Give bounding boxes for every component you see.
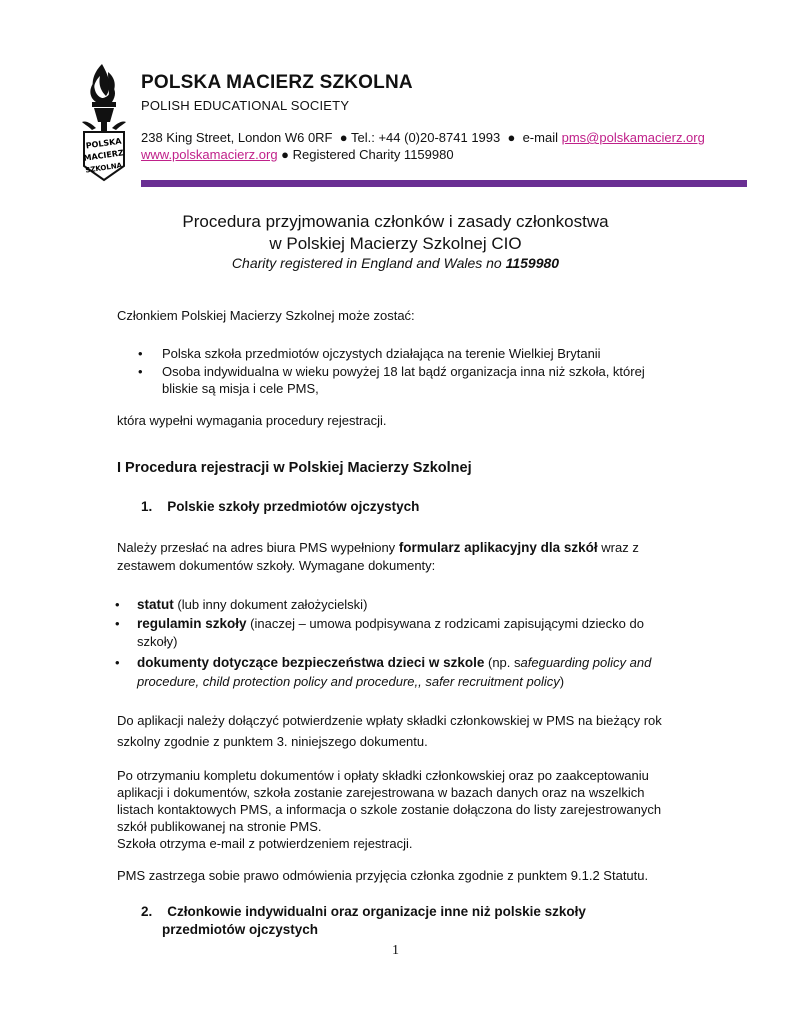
doc-item-continuation: szkoły) <box>137 634 178 649</box>
intro-paragraph: Członkiem Polskiej Macierzy Szkolnej może zostać: <box>117 308 415 323</box>
separator-dot: ● <box>339 130 348 145</box>
list-item <box>138 363 645 380</box>
doc-list-item <box>115 654 652 671</box>
paragraph-1-line-1 <box>117 539 639 556</box>
subsection-title: Polskie szkoły przedmiotów ojczystych <box>167 499 420 514</box>
section-1-heading: I Procedura rejestracji w Polskiej Macierzy Szkolnej <box>117 460 472 476</box>
paragraph-3-line-1: Po otrzymaniu kompletu dokumentów i opłaty składki członkowskiej oraz po zaakceptowaniu <box>117 768 649 783</box>
doc-title-line-2: w Polskiej Macierzy Szkolnej CIO <box>269 234 522 253</box>
doc-item-bold: regulamin szkoły <box>137 616 247 631</box>
separator-dot: ● <box>507 130 516 145</box>
address: 238 King Street, London W6 0RF <box>141 130 333 145</box>
paragraph-3-line-4: szkół publikowanej na stronie PMS. <box>117 819 322 834</box>
logo-text-2: MACIERZ <box>83 148 125 163</box>
doc-item-text: (inaczej – umowa podpisywana z rodzicami zapisującymi dziecko do <box>250 616 644 631</box>
list-item <box>138 345 601 362</box>
email-link[interactable]: pms@polskamacierz.org <box>561 130 705 145</box>
after-list-paragraph: która wypełni wymagania procedury rejestracji. <box>117 413 387 428</box>
doc-item-text: (np. s <box>488 655 521 670</box>
subsection-1-heading <box>141 499 419 514</box>
subsection-2-heading-continuation: przedmiotów ojczystych <box>162 922 319 937</box>
pms-logo <box>78 62 130 184</box>
doc-list-item <box>115 615 644 632</box>
contact-line-2 <box>141 147 454 162</box>
doc-item-bold: statut <box>137 597 174 612</box>
paragraph-3-line-5: Szkoła otrzyma e-mail z potwierdzeniem rejestracji. <box>117 836 413 851</box>
org-subtitle: POLISH EDUCATIONAL SOCIETY <box>141 98 350 113</box>
paragraph-2-line-2: szkolny zgodnie z punktem 3. niniejszego dokumentu. <box>117 734 428 749</box>
page-number: 1 <box>392 943 399 958</box>
list-item-text: Polska szkoła przedmiotów ojczystych działająca na terenie Wielkiej Brytanii <box>162 346 601 361</box>
paragraph-text: Należy przesłać na adres biura PMS wypełniony <box>117 540 396 555</box>
doc-item-italic: procedure, child protection policy and procedure,, safer recruitment policy <box>137 674 560 689</box>
contact-line-1 <box>141 130 705 145</box>
subsection-2-heading <box>141 904 586 919</box>
bullet-icon: • <box>115 616 120 631</box>
paragraph-3-line-3: listach kontaktowych PMS, a informacja o szkole zostanie dołączona do listy zarejestrowanych <box>117 802 662 817</box>
doc-subtitle <box>0 255 791 271</box>
paragraph-text: wraz z <box>601 540 639 555</box>
subsection-number: 2. <box>141 904 153 919</box>
bullet-icon: • <box>138 346 143 361</box>
website-link[interactable]: www.polskamacierz.org <box>141 147 278 162</box>
subtitle-number: 1159980 <box>505 255 560 271</box>
separator-dot: ● <box>281 147 290 162</box>
bullet-icon: • <box>138 364 143 379</box>
doc-list-item <box>115 596 368 613</box>
telephone: Tel.: +44 (0)20-8741 1993 <box>351 130 501 145</box>
bullet-icon: • <box>115 655 120 670</box>
doc-item-text: (lub inny dokument założycielski) <box>177 597 368 612</box>
org-name: POLSKA MACIERZ SZKOLNA <box>141 72 413 93</box>
doc-item-bold: dokumenty dotyczące bezpieczeństwa dzieci w szkole <box>137 655 485 670</box>
logo-text-3: SZKOLNA <box>84 161 123 175</box>
list-item-continuation: bliskie są misja i cele PMS, <box>162 381 319 396</box>
email-label: e-mail <box>522 130 558 145</box>
paragraph-3-line-2: aplikacji i dokumentów, szkoła zostanie zarejestrowana w bazach danych oraz na wszelkich <box>117 785 645 800</box>
logo-text-1: POLSKA <box>85 136 123 151</box>
paragraph-bold: formularz aplikacyjny dla szkół <box>398 540 598 555</box>
doc-item-text: ) <box>559 674 565 689</box>
paragraph-1-line-2: zestawem dokumentów szkoły. Wymagane dokumenty: <box>117 558 436 573</box>
charity-number: Registered Charity 1159980 <box>292 147 454 162</box>
paragraph-2-line-1: Do aplikacji należy dołączyć potwierdzenie wpłaty składki członkowskiej w PMS na bieżący rok <box>117 713 662 728</box>
doc-item-italic: afeguarding policy and <box>520 655 652 670</box>
subsection-number: 1. <box>141 499 153 514</box>
subtitle-text: Charity registered in England and Wales no <box>231 255 502 271</box>
doc-item-continuation <box>137 673 564 690</box>
list-item-text: Osoba indywidualna w wieku powyżej 18 lat bądź organizacja inna niż szkoła, której <box>162 364 645 379</box>
header-divider <box>141 180 747 187</box>
paragraph-4: PMS zastrzega sobie prawo odmówienia przyjęcia członka zgodnie z punktem 9.1.2 Statutu. <box>117 868 649 883</box>
subsection-title: Członkowie indywidualni oraz organizacje inne niż polskie szkoły <box>167 904 586 919</box>
doc-title-line-1: Procedura przyjmowania członków i zasady członkostwa <box>182 212 609 231</box>
bullet-icon: • <box>115 597 120 612</box>
